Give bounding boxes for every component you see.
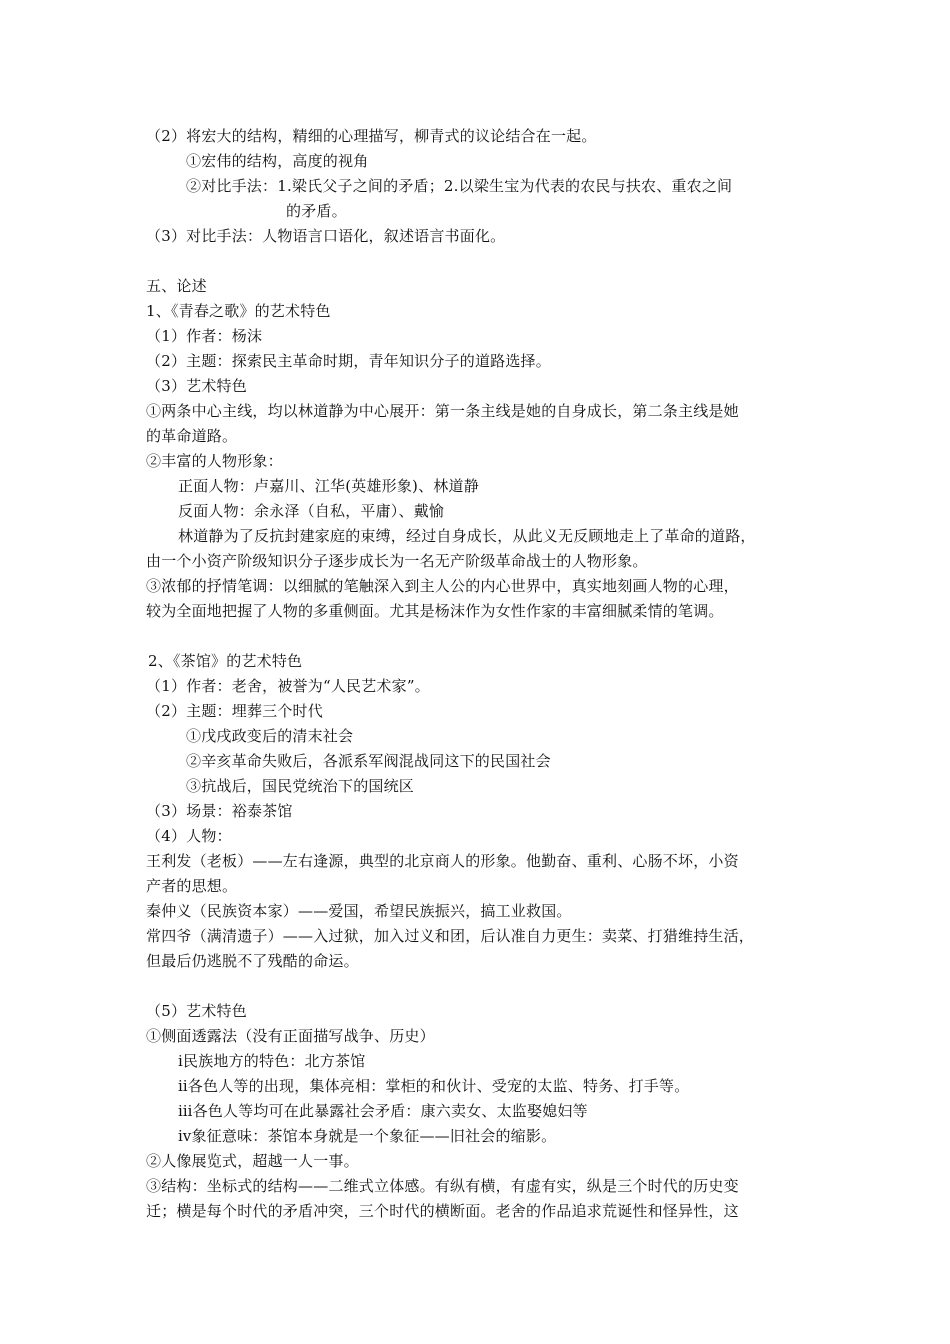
text-line: ①宏伟的结构，高度的视角: [186, 152, 369, 170]
text-line: ①戊戌政变后的清末社会: [186, 727, 354, 745]
text-line: 林道静为了反抗封建家庭的束缚，经过自身成长，从此义无反顾地走上了革命的道路，: [178, 527, 756, 545]
text-line: 秦仲义（民族资本家）——爱国，希望民族振兴，搞工业救国。: [146, 902, 572, 920]
subsection-heading: 2、《茶馆》的艺术特色: [148, 652, 303, 670]
text-line: 较为全面地把握了人物的多重侧面。尤其是杨沫作为女性作家的丰富细腻柔情的笔调。: [146, 602, 724, 620]
text-line: （2）将宏大的结构，精细的心理描写，柳青式的议论结合在一起。: [146, 127, 597, 145]
text-line: （5）艺术特色: [146, 1002, 247, 1020]
text-line: ②丰富的人物形象：: [146, 452, 283, 470]
text-line: （2）主题：探索民主革命时期，青年知识分子的道路选择。: [146, 352, 551, 370]
text-line: （2）主题：埋葬三个时代: [146, 702, 323, 720]
text-line: 的革命道路。: [146, 427, 238, 445]
text-line: （3）艺术特色: [146, 377, 247, 395]
text-line: （4）人物：: [146, 827, 232, 845]
text-line: ⅲ各色人等均可在此暴露社会矛盾：康六卖女、太监娶媳妇等: [178, 1102, 588, 1120]
text-line: 由一个小资产阶级知识分子逐步成长为一名无产阶级革命战士的人物形象。: [146, 552, 648, 570]
text-line: ③结构：坐标式的结构——二维式立体感。有纵有横，有虚有实，纵是三个时代的历史变: [146, 1177, 739, 1195]
text-line: 产者的思想。: [146, 877, 238, 895]
text-line: ⅳ象征意味：茶馆本身就是一个象征——旧社会的缩影。: [178, 1127, 557, 1145]
text-line: 但最后仍逃脱不了残酷的命运。: [146, 952, 359, 970]
subsection-heading: 1、《青春之歌》的艺术特色: [146, 302, 331, 320]
text-line: （3）场景：裕泰茶馆: [146, 802, 293, 820]
text-line: 反面人物：余永泽（自私，平庸）、戴愉: [178, 502, 445, 520]
text-line: ①侧面透露法（没有正面描写战争、历史）: [146, 1027, 435, 1045]
text-line: 的矛盾。: [286, 202, 347, 220]
text-line: 迁；横是每个时代的矛盾冲突，三个时代的横断面。老舍的作品追求荒诞性和怪异性，这: [146, 1202, 739, 1220]
text-line: ②辛亥革命失败后，各派系军阀混战同这下的民国社会: [186, 752, 551, 770]
text-line: （1）作者：杨沫: [146, 327, 263, 345]
text-line: ②人像展览式，超越一人一事。: [146, 1152, 359, 1170]
text-line: 常四爷（满清遗子）——入过狱，加入过义和团，后认准自力更生：卖菜、打猎维持生活，: [146, 927, 755, 945]
text-line: ③抗战后，国民党统治下的国统区: [186, 777, 415, 795]
text-line: ①两条中心主线，均以林道静为中心展开：第一条主线是她的自身成长，第二条主线是她: [146, 402, 739, 420]
text-line: ②对比手法：1.梁氏父子之间的矛盾；2.以梁生宝为代表的农民与扶农、重农之间: [186, 177, 733, 195]
text-line: （1）作者：老舍，被誉为“人民艺术家”。: [146, 677, 430, 695]
text-line: ⅰ民族地方的特色：北方茶馆: [178, 1052, 366, 1070]
text-line: 王利发（老板）——左右逢源，典型的北京商人的形象。他勤奋、重利、心肠不坏，小资: [146, 852, 739, 870]
text-line: （3）对比手法：人物语言口语化，叙述语言书面化。: [146, 227, 506, 245]
text-line: 正面人物：卢嘉川、江华(英雄形象)、林道静: [178, 477, 479, 495]
text-line: ⅱ各色人等的出现，集体亮相：掌柜的和伙计、受宠的太监、特务、打手等。: [178, 1077, 690, 1095]
section-heading: 五、论述: [146, 277, 207, 295]
text-line: ③浓郁的抒情笔调：以细腻的笔触深入到主人公的内心世界中，真实地刻画人物的心理，: [146, 577, 739, 595]
